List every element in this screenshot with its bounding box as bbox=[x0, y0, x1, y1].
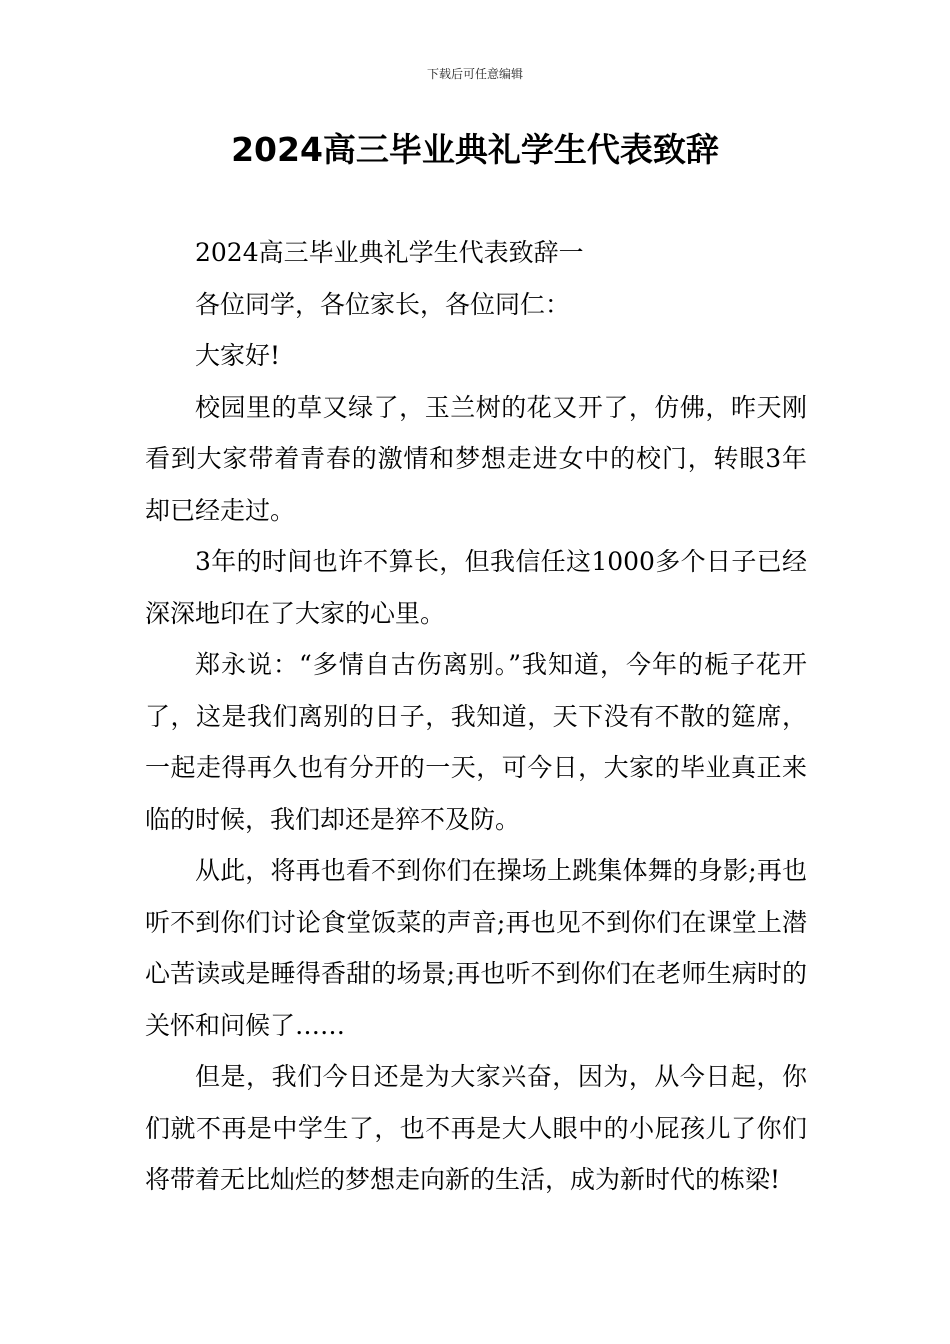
paragraph-salutation: 各位同学，各位家长，各位同仁： bbox=[195, 289, 571, 319]
paragraph: 3年的时间也许不算长，但我信任这1000多个日子已经深深地印在了大家的心里。 bbox=[145, 547, 807, 628]
paragraph-subtitle: 2024高三毕业典礼学生代表致辞一 bbox=[195, 238, 584, 267]
paragraph-greeting: 大家好! bbox=[195, 341, 281, 370]
document-body bbox=[145, 227, 807, 1206]
paragraph: 郑永说：“多情自古伤离别。”我知道，今年的栀子花开了，这是我们离别的日子，我知道，天下没有不散的筵席，一起走得再久也有分开的一天，可今日，大家的毕业真正来临的时候，我们却还是猝不及防。 bbox=[145, 650, 807, 834]
paragraph: 校园里的草又绿了，玉兰树的花又开了，仿佛，昨天刚看到大家带着青春的激情和梦想走进女中的校门，转眼3年却已经走过。 bbox=[145, 392, 807, 525]
document-title: 2024高三毕业典礼学生代表致辞 bbox=[231, 130, 719, 169]
paragraph: 从此，将再也看不到你们在操场上跳集体舞的身影;再也听不到你们讨论食堂饭菜的声音;再也见不到你们在课堂上潜心苦读或是睡得香甜的场景;再也听不到你们在老师生病时的关怀和问候了…… bbox=[145, 856, 807, 1040]
paragraph: 但是，我们今日还是为大家兴奋，因为，从今日起，你们就不再是中学生了，也不再是大人眼中的小屁孩儿了你们将带着无比灿烂的梦想走向新的生活，成为新时代的栋梁! bbox=[145, 1062, 807, 1194]
header-note: 下载后可任意编辑 bbox=[426, 67, 523, 81]
